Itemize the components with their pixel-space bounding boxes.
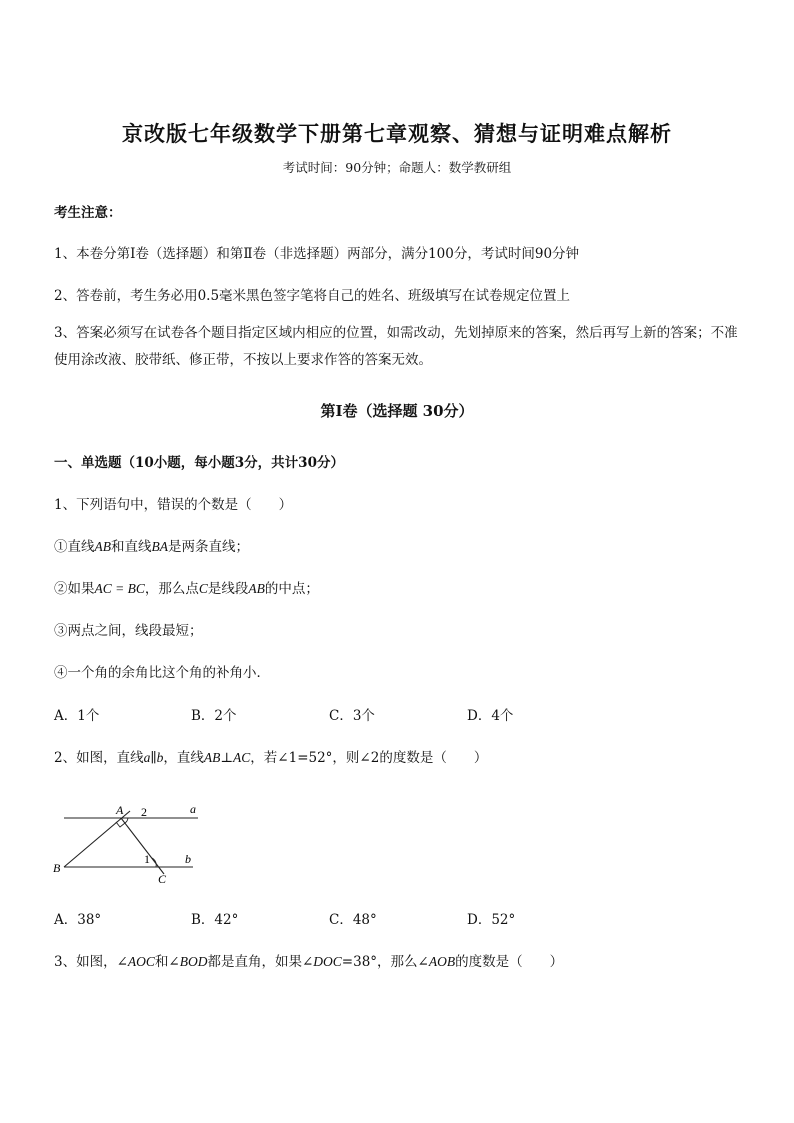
angle-2-arc [125, 818, 128, 823]
label-angle-2: 2 [141, 805, 147, 819]
q2-option-d: D．52° [467, 912, 516, 928]
label-c-point: C [158, 872, 167, 886]
q2-figure [50, 798, 210, 888]
label-line-a: a [190, 802, 196, 816]
label-a-point: A [116, 803, 124, 817]
q1-statement-4: ④一个角的余角比这个角的补角小． [54, 665, 270, 681]
label-angle-1: 1 [144, 852, 150, 866]
label-line-b: b [185, 852, 191, 866]
notice-item-1: 1、本卷分第Ⅰ卷（选择题）和第Ⅱ卷（非选择题）两部分，满分100分，考试时间90分钟 [54, 246, 580, 262]
q2-option-b: B．42° [191, 912, 239, 928]
section-title: 第Ⅰ卷（选择题 30分） [320, 402, 474, 420]
q2-option-a: A．38° [54, 912, 102, 928]
q2-option-c: C．48° [329, 912, 377, 928]
line-ac [121, 818, 164, 874]
q1-option-b: B．2个 [191, 708, 237, 724]
exam-info: 考试时间：90分钟；命题人：数学教研组 [282, 160, 512, 175]
document-title: 京改版七年级数学下册第七章观察、猜想与证明难点解析 [122, 121, 672, 146]
right-angle-mark [116, 822, 125, 827]
q1-stem: 1、下列语句中，错误的个数是（ ） [54, 497, 293, 513]
notice-item-2: 2、答卷前，考生务必用0.5毫米黑色签字笔将自己的姓名、班级填写在试卷规定位置上 [54, 288, 571, 304]
notice-heading: 考生注意： [54, 205, 122, 221]
part-heading: 一、单选题（10小题，每小题3分，共计30分） [54, 455, 344, 471]
notice-item-3: 3、答案必须写在试卷各个题目指定区域内相应的位置，如需改动，先划掉原来的答案，然后再写上新的答案；不准使用涂改液、胶带纸、修正带，不按以上要求作答的答案无效。 [54, 325, 738, 368]
q1-statement-3: ③两点之间，线段最短； [54, 623, 203, 639]
q1-option-a: A．1个 [54, 708, 100, 724]
q2-stem: 2、如图，直线a∥b，直线AB⊥AC，若∠1=52°，则∠2的度数是（ ） [54, 750, 488, 766]
q1-statement-1: ①直线AB和直线BA是两条直线； [54, 539, 249, 555]
q1-statement-2: ②如果AC = BC，那么点C是线段AB的中点； [54, 581, 319, 597]
q1-option-c: C．3个 [329, 708, 375, 724]
q1-option-d: D．4个 [467, 708, 514, 724]
q3-stem: 3、如图，∠AOC和∠BOD都是直角，如果∠DOC=38°，那么∠AOB的度数是（ ） [54, 954, 564, 970]
line-ab [64, 811, 130, 867]
label-b-point: B [53, 861, 61, 875]
